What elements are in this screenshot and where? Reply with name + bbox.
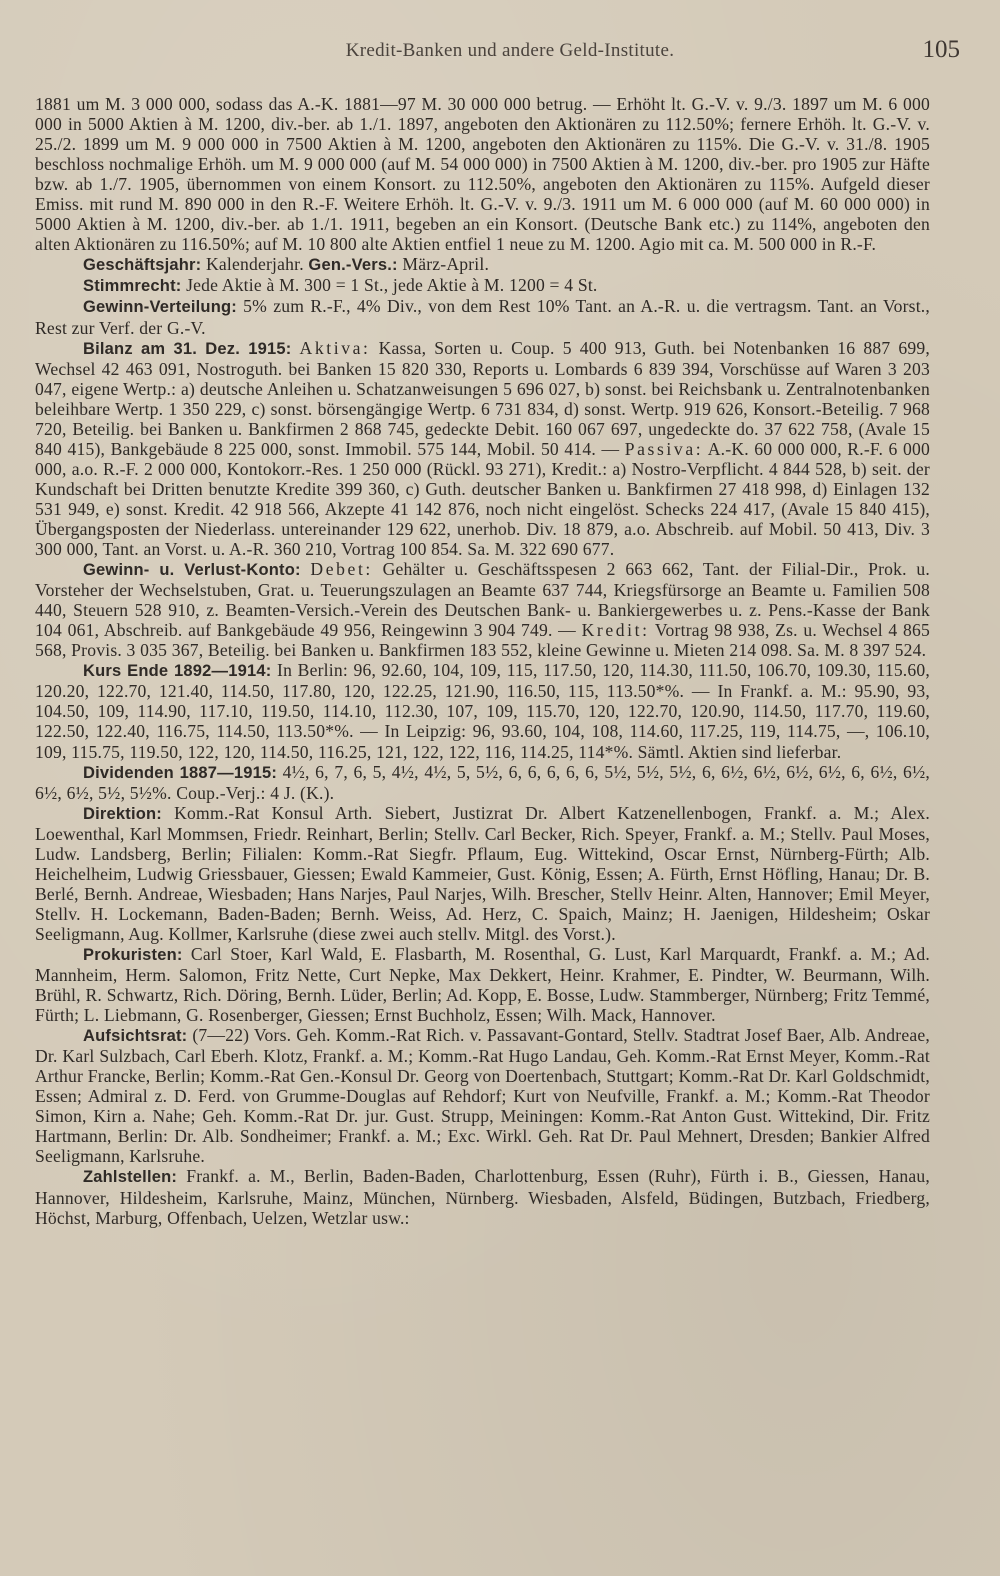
voting-rights-text: Jede Aktie à M. 300 = 1 St., jede Aktie à M. 1200 = 4 St. bbox=[186, 275, 598, 296]
profit-distribution-text: 5% zum R.-F., 4% Div., von dem Rest 10% Tant. an A.-R. u. die vertragsm. Tant. an Vorst., Rest zur Verf. der G.-V. bbox=[35, 296, 930, 338]
profit-loss-paragraph bbox=[35, 559, 930, 660]
balance-sheet-label: Bilanz am 31. Dez. 1915: bbox=[83, 339, 292, 358]
share-prices-paragraph bbox=[35, 660, 930, 761]
voting-rights-label: Stimmrecht: bbox=[83, 277, 182, 296]
assets-heading: Aktiva: bbox=[299, 337, 371, 358]
fiscal-year-text: Kalenderjahr. bbox=[205, 254, 304, 275]
share-prices-text: In Berlin: 96, 92.60, 104, 109, 115, 117.50, 120, 114.30, 111.50, 106.70, 109.30, 115.60, 120.20, 122.70, 121.40, 114.50, 117.80, 120, 122.25, 121.90, 116.50, 115, 113.50*%. — In Frankf. a. M.: 95.90, 93, 104.50, 109, 114.90, 117.10, 119.50, 114.10, 112.30, 107, 109, 115.70, 120, 122.70, 120.90, 114.50, 117.70, 119.60, 122.50, 122.40, 116.75, 114.50, 113.50*%. — In Leipzig: 96, 93.60, 104, 108, 114.60, 117.25, 119, 114.75, —, 106.10, 109, 115.75, 119.50, 122, 120, 114.50, 116.25, 121, 122, 122, 116, 114.25, 114*%. Sämtl. Aktien sind lieferbar. bbox=[35, 660, 931, 762]
profit-distribution-paragraph bbox=[35, 296, 930, 337]
share-prices-label: Kurs Ende 1892—1914: bbox=[83, 662, 272, 681]
management-text: Komm.-Rat Konsul Arth. Siebert, Justizrat Dr. Albert Katzenellenbogen, Frankf. a. M.; Alex. Loewenthal, Karl Mommsen, Friedr. Reinhart, Berlin; Stellv. Carl Becker, Rich. Speyer, Frankf. a. M.; Stellv. Paul Moses, Ludw. Landsberg, Berlin; Filialen: Komm.-Rat Siegfr. Pflaum, Eug. Wittekind, Oscar Ernst, Nürnberg-Fürth; Alb. Heichelheim, Ludwig Griessbauer, Giessen; Ewald Kammeier, Gust. König, Essen; A. Fürth, Ernst Höfling, Hanau; Dr. B. Berlé, Bernh. Andreae, Wiesbaden; Hans Narjes, Paul Narjes, Wilh. Brescher, Stellv Heinr. Alten, Hannover; Emil Meyer, Stellv. H. Lockemann, Baden-Baden; Bernh. Weiss, Ad. Herz, C. Spaich, Mainz; H. Jaenigen, Hildesheim; Oskar Seeligmann, Aug. Kollmer, Karlsruhe (diese zwei auch stellv. Mitgl. des Vorst.). bbox=[35, 802, 930, 944]
capital-history-paragraph bbox=[35, 94, 930, 254]
fiscal-year-label: Geschäftsjahr: bbox=[83, 256, 202, 275]
profit-distribution-label: Gewinn-Verteilung: bbox=[83, 298, 237, 317]
paying-agents-text: Frankf. a. M., Berlin, Baden-Baden, Charlottenburg, Essen (Ruhr), Fürth i. B., Giessen, Hanau, Hannover, Hildesheim, Karlsruhe, Mainz, München, Nürnberg. Wiesbaden, Alsfeld, Büdingen, Butzbach, Friedberg, Höchst, Marburg, Offenbach, Uelzen, Wetzlar usw.: bbox=[35, 1166, 930, 1228]
credit-heading: Kredit: bbox=[581, 620, 650, 641]
supervisory-board-paragraph bbox=[35, 1025, 930, 1166]
supervisory-board-label: Aufsichtsrat: bbox=[83, 1027, 188, 1046]
dividends-label: Dividenden 1887—1915: bbox=[83, 763, 278, 782]
paying-agents-label: Zahlstellen: bbox=[83, 1168, 178, 1187]
debit-heading: Debet: bbox=[310, 559, 373, 580]
supervisory-board-text: (7—22) Vors. Geh. Komm.-Rat Rich. v. Passavant-Gontard, Stellv. Stadtrat Josef Baer, Alb. Andreae, Dr. Karl Sulzbach, Carl Eberh. Klotz, Frankf. a. M.; Komm.-Rat Hugo Landau, Geh. Komm.-Rat Ernst Meyer, Komm.-Rat Arthur Francke, Berlin; Komm.-Rat Gen.-Konsul Dr. Georg von Doertenbach, Stuttgart; Komm.-Rat Dr. Karl Goldschmidt, Essen; Admiral z. D. Ferd. von Grumme-Douglas auf Rehdorf; Kurt von Neufville, Frankf. a. M.; Komm.-Rat Theodor Simon, Kirn a. Nahe; Geh. Komm.-Rat Dr. jur. Gust. Strupp, Meiningen: Komm.-Rat Anton Gust. Wittekind, Dir. Fritz Hartmann, Berlin: Dr. Alb. Sondheimer; Frankf. a. M.; Exc. Wirkl. Geh. Rat Dr. Paul Mehnert, Dresden; Bankier Alfred Seeligmann, Karlsruhe. bbox=[35, 1025, 930, 1167]
authorized-officers-paragraph bbox=[35, 944, 930, 1025]
profit-loss-label: Gewinn- u. Verlust-Konto: bbox=[83, 561, 301, 580]
management-paragraph bbox=[35, 803, 930, 944]
authorized-officers-text: Carl Stoer, Karl Wald, E. Flasbarth, M. Rosenthal, G. Lust, Karl Marquardt, Frankf. a. M.; Ad. Mannheim, Herm. Salomon, Fritz Nette, Curt Nepke, Max Dekkert, Heinr. Krahmer, E. Pindter, W. Beurmann, Wilh. Brühl, R. Schwartz, Rich. Döring, Bernh. Lüder, Berlin; Ad. Kopp, E. Bosse, Ludw. Stammberger, Nürnberg; Fritz Temmé, Fürth; L. Liebmann, G. Rosenberger, Giessen; Ernst Buchholz, Essen; Wilh. Mack, Hannover. bbox=[35, 943, 930, 1026]
dividends-paragraph bbox=[35, 762, 930, 803]
liabilities-heading: Passiva: bbox=[624, 438, 704, 459]
general-meeting-label: Gen.-Vers.: bbox=[308, 256, 398, 275]
document-body bbox=[35, 94, 930, 1228]
paying-agents-paragraph bbox=[35, 1166, 930, 1227]
debit-text: Gehälter u. Geschäftsspesen 2 663 662, Tant. der Filial-Dir., Prok. u. Vorsteher der Wechselstuben, Grat. u. Teuerungszulagen an Beamte 637 744, Kriegsfürsorge an Beamte u. Familien 508 440, Steuern 528 910, z. Beamten-Versich.-Verein des Deutschen Bank- u. Bankiergewerbes u. z. Pens.-Kasse der Bank 104 061, Abschreib. auf Bankgebäude 49 956, Reingewinn 3 904 749. — bbox=[35, 559, 931, 641]
page-number: 105 bbox=[922, 36, 960, 63]
capital-history-text: 1881 um M. 3 000 000, sodass das A.-K. 1881—97 M. 30 000 000 betrug. — Erhöht lt. G.-V. v. 9./3. 1897 um M. 6 000 000 in 5000 Aktien à M. 1200, div.-ber. ab 1./1. 1897, angeboten den Aktionären zu 112.50%; fernere Erhöh. lt. G.-V. v. 25./2. 1899 um M. 9 000 000 in 7500 Aktien à M. 1200, angeboten den Aktionären zu 115%. Die G.-V. v. 31./8. 1905 beschloss nochmalige Erhöh. um M. 9 000 000 (auf M. 54 000 000) in 7500 Aktien à M. 1200, div.-ber. pro 1905 zur Häfte bzw. ab 1./7. 1905, übernommen von einem Konsort. zu 112.50%, angeboten den Aktionären zu 115%. Aufgeld dieser Emiss. mit rund M. 890 000 in den R.-F. Weitere Erhöh. lt. G.-V. v. 9./3. 1911 um M. 6 000 000 (auf M. 60 000 000) in 5000 Aktien à M. 1200, div.-ber. ab 1./1. 1911, begeben an ein Konsort. (Deutsche Bank etc.) zu 114%, angeboten den alten Aktionären zu 116.50%; auf M. 10 800 alte Aktien entfiel 1 neue zu M. 1200. Agio mit ca. M. 500 000 in R.-F. bbox=[35, 94, 930, 255]
fiscal-year-paragraph bbox=[35, 254, 930, 275]
running-head: Kredit-Banken und andere Geld-Institute. bbox=[345, 40, 675, 61]
liabilities-text: A.-K. 60 000 000, R.-F. 6 000 000, a.o. R.-F. 2 000 000, Kontokorr.-Res. 1 250 000 (Rückl. 93 271), Kredit.: a) Nostro-Verpflicht. 4 844 528, b) seit. der Kundschaft bei Dritten benutzte Kredite 399 360, c) Guth. deutscher Banken u. Bankfirmen 27 418 998, d) Einlagen 132 531 949, e) sonst. Kredit. 42 918 566, Akzepte 41 142 876, noch nicht eingelöst. Schecks 224 417, (Avale 15 840 415), Übergangsposten der Niederlass. untereinander 129 622, unerhob. Div. 18 879, a.o. Abschreib. auf Mobil. 50 413, Div. 3 300 000, Tant. an Vorst. u. A.-R. 360 210, Vortrag 100 854. Sa. M. 322 690 677. bbox=[35, 438, 930, 560]
general-meeting-text: März-April. bbox=[402, 254, 490, 275]
management-label: Direktion: bbox=[83, 804, 163, 823]
credit-text: Vortrag 98 938, Zs. u. Wechsel 4 865 568, Provis. 3 035 367, Beteilig. bei Banken u. Bankfirmen 183 552, kleine Gewinne u. Mieten 214 098. Sa. M. 8 397 524. bbox=[35, 620, 931, 661]
authorized-officers-label: Prokuristen: bbox=[83, 945, 183, 964]
assets-text: Kassa, Sorten u. Coup. 5 400 913, Guth. bei Notenbanken 16 887 699, Wechsel 42 463 091, Nostroguth. bei Banken 15 820 330, Reports u. Lombards 6 839 394, Vorschüsse auf Waren 3 203 047, eigene Wertp.: a) deutsche Anleihen u. Schatzanweisungen 5 696 027, b) sonst. bei Reichsbank u. Zentralnotenbanken beleihbare Wertp. 1 350 229, c) sonst. börsengängige Wertp. 6 731 834, d) sonst. Wertp. 919 626, Konsort.-Beteilig. 7 968 720, Beteilig. bei Banken u. Bankfirmen 2 868 745, gedeckte Debit. 160 067 697, ungedeckte do. 37 622 758, (Avale 15 840 415), Bankgebäude 8 225 000, sonst. Immobil. 575 144, Mobil. 50 414. — bbox=[35, 337, 930, 459]
page-header bbox=[60, 36, 960, 70]
dividends-text: 4½, 6, 7, 6, 5, 4½, 4½, 5, 5½, 6, 6, 6, 6, 6, 5½, 5½, 5½, 6, 6½, 6½, 6½, 6½, 6, 6½, 6½, 6½, 6½, 5½, 5½%. Coup.-Verj.: 4 J. (K.). bbox=[35, 761, 930, 803]
balance-sheet-paragraph bbox=[35, 338, 930, 560]
voting-rights-paragraph bbox=[35, 275, 930, 296]
